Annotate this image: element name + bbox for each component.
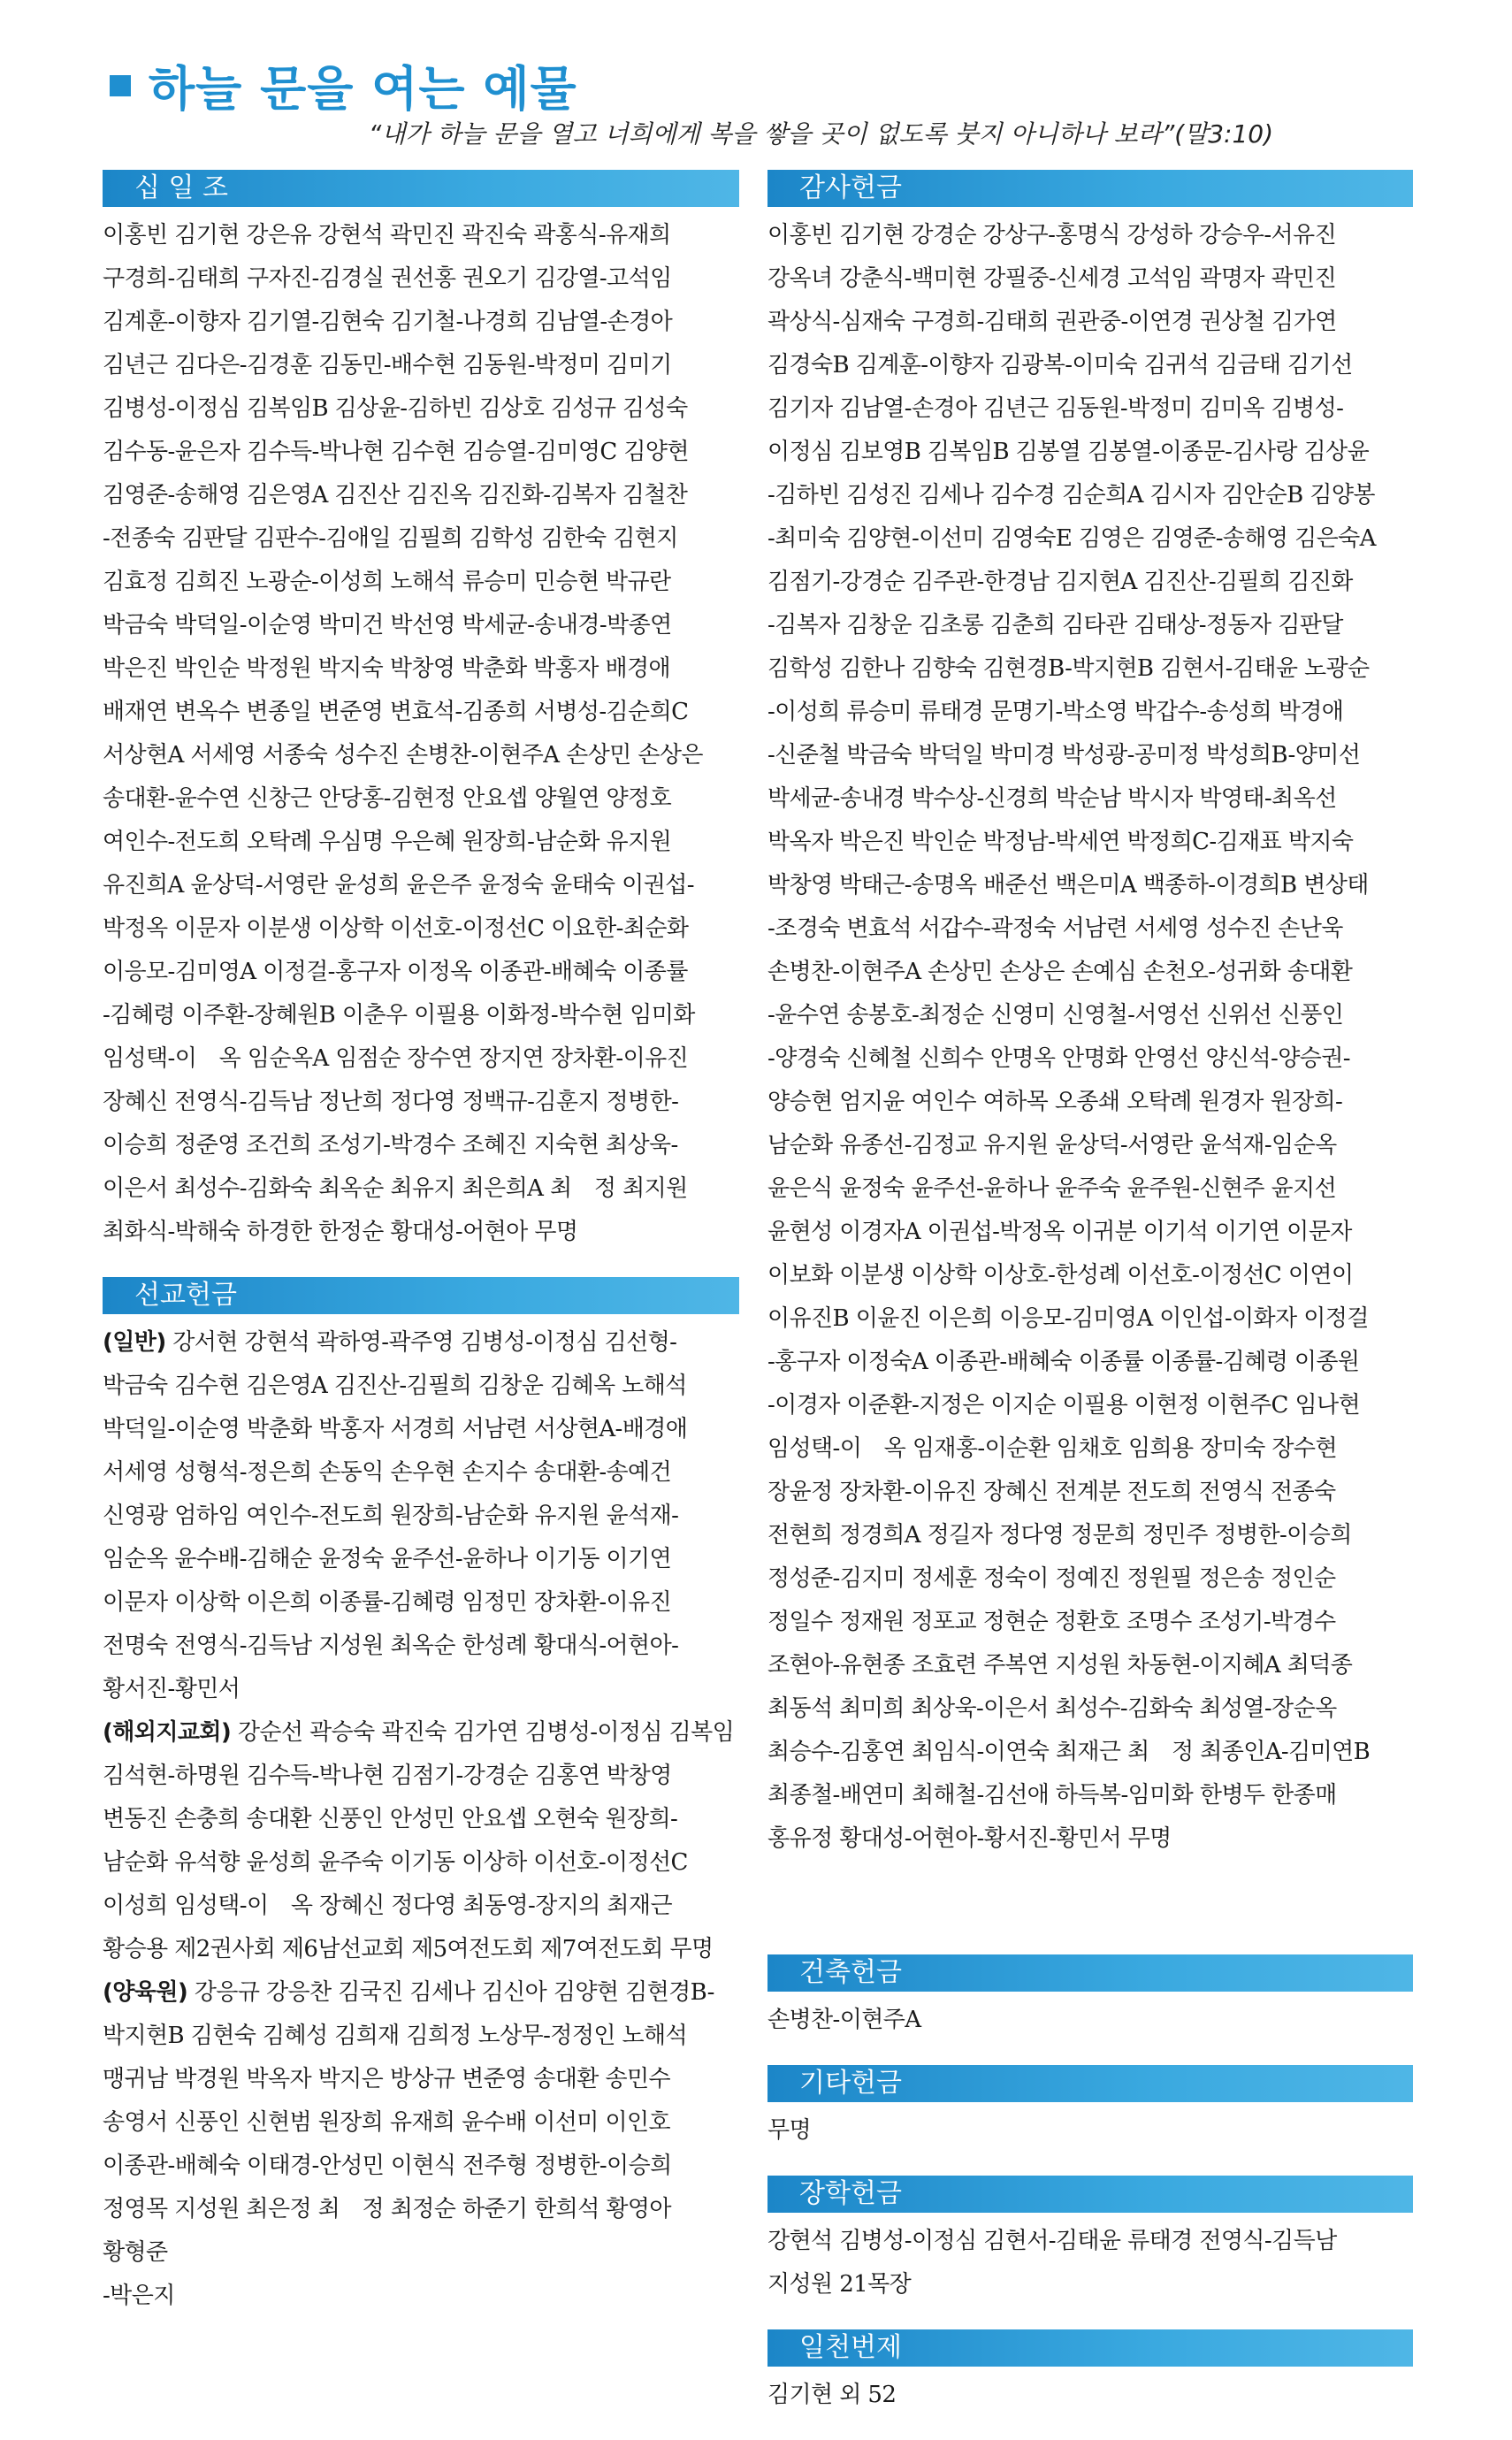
mission-nursing xyxy=(103,1971,739,2318)
scholarship-section xyxy=(767,2176,1413,2306)
thousand-section xyxy=(767,2329,1413,2417)
page-title-row xyxy=(110,51,577,119)
mission-general xyxy=(103,1321,739,1711)
mission-nursing-label: (양육원) xyxy=(103,1979,188,2006)
other-heading: 기타헌금 xyxy=(767,2065,1413,2102)
building-names: 손병찬-이현주A xyxy=(767,2007,921,2033)
scripture-verse: “내가 하늘 문을 열고 너희에게 복을 쌓을 곳이 없도록 붓지 아니하나 보라”(말3:10) xyxy=(368,119,1273,149)
mission-overseas-label: (해외지교회) xyxy=(103,1719,232,1746)
mission-overseas-names: 강순선 곽승숙 곽진숙 김가연 김병성-이정심 김복임 김석현-하명원 김수득-박나현 김점기-강경순 김홍연 박창영 변동진 손충희 송대환 신풍인 안성민 안요셉 오현숙 원장희- 남순화 유석향 윤성희 윤주숙 이기동 이상하 이선호-이정선C 이성희 임성택-이 옥 장혜신 정다영 최동영-장지의 최재근 황승용 제2권사회 제6남선교회 제5여전도회 제7여전도회 무명 xyxy=(103,1719,735,1962)
thanks-heading: 감사헌금 xyxy=(767,170,1413,207)
tithe-names: 이홍빈 김기현 강은유 강현석 곽민진 곽진숙 곽홍식-유재희 구경희-김태희 구자진-김경실 권선홍 권오기 김강열-고석임 김계훈-이향자 김기열-김현숙 김기철-나경희 김남열-손경아 김년근 김다은-김경훈 김동민-배수현 김동원-박정미 김미기 김병성-이정심 김복임B 김상윤-김하빈 김상호 김성규 김성숙 김수동-윤은자 김수득-박나현 김수현 김승열-김미영C 김양현 김영준-송해영 김은영A 김진산 김진옥 김진화-김복자 김철찬 -전종숙 김판달 김판수-김애일 김필희 김학성 김한숙 김현지 김효정 김희진 노광순-이성희 노해석 류승미 민승현 박규란 박금숙 박덕일-이순영 박미건 박선영 박세균-송내경-박종연 박은진 박인순 박정원 박지숙 박창영 박춘화 박홍자 배경애 배재연 변옥수 변종일 변준영 변효석-김종희 서병성-김순희C 서상현A 서세영 서종숙 성수진 손병찬-이현주A 손상민 손상은 송대환-윤수연 신창근 안당홍-김현정 안요셉 양월연 양정호 여인수-전도희 오탁례 우심명 우은혜 원장희-남순화 유지원 유진희A 윤상덕-서영란 윤성희 윤은주 윤정숙 윤태숙 이권섭- 박정옥 이문자 이분생 이상학 이선호-이정선C 이요한-최순화 이응모-김미영A 이정걸-홍구자 이정옥 이종관-배혜숙 이종률 -김혜령 이주환-장혜원B 이춘우 이필용 이화정-박수현 임미화 임성택-이 옥 임순옥A 임점순 장수연 장지연 장차환-이유진 장혜신 전영식-김득남 정난희 정다영 정백규-김훈지 정병한- 이승희 정준영 조건희 조성기-박경수 조혜진 지숙현 최상욱- 이은서 최성수-김화숙 최옥순 최유지 최은희A 최 정 최지원 최화식-박해숙 하경한 한정순 황대성-어현아 무명 xyxy=(103,222,703,1245)
other-names: 무명 xyxy=(767,2117,812,2144)
thousand-heading: 일천번제 xyxy=(767,2329,1413,2367)
mission-general-label: (일반) xyxy=(103,1329,166,1356)
mission-section xyxy=(103,1277,739,2318)
other-section xyxy=(767,2065,1413,2153)
page-title: 하늘 문을 여는 예물 xyxy=(149,61,577,117)
scholarship-heading: 장학헌금 xyxy=(767,2176,1413,2213)
title-square-icon xyxy=(110,75,131,96)
scholarship-names: 강현석 김병성-이정심 김현서-김태윤 류태경 전영식-김득남 지성원 21목장 xyxy=(767,2228,1337,2298)
mission-general-names: 강서현 강현석 곽하영-곽주영 김병성-이정심 김선형- 박금숙 김수현 김은영A 김진산-김필희 김창운 김혜옥 노해석 박덕일-이순영 박춘화 박홍자 서경희 서남련 서상현A-배경애 서세영 성형석-정은희 손동익 손우현 손지수 송대환-송예건 신영광 엄하임 여인수-전도희 원장희-남순화 유지원 윤석재- 임순옥 윤수배-김해순 윤정숙 윤주선-윤하나 이기동 이기연 이문자 이상학 이은희 이종률-김혜령 임정민 장차환-이유진 전명숙 전영식-김득남 지성원 최옥순 한성례 황대식-어현아- 황서진-황민서 xyxy=(103,1329,688,1702)
left-column xyxy=(103,170,739,2341)
thanks-section xyxy=(767,170,1413,1861)
thanks-names: 이홍빈 김기현 강경순 강상구-홍명식 강성하 강승우-서유진 강옥녀 강춘식-백미현 강필중-신세경 고석임 곽명자 곽민진 곽상식-심재숙 구경희-김태희 권관중-이연경 권상철 김가연 김경숙B 김계훈-이향자 김광복-이미숙 김귀석 김금태 김기선 김기자 김남열-손경아 김년근 김동원-박정미 김미옥 김병성- 이정심 김보영B 김복임B 김봉열 김봉열-이종문-김사랑 김상윤 -김하빈 김성진 김세나 김수경 김순희A 김시자 김안순B 김양봉 -최미숙 김양현-이선미 김영숙E 김영은 김영준-송해영 김은숙A 김점기-강경순 김주관-한경남 김지현A 김진산-김필희 김진화 -김복자 김창운 김초롱 김춘희 김타관 김태상-정동자 김판달 김학성 김한나 김향숙 김현경B-박지현B 김현서-김태윤 노광순 -이성희 류승미 류태경 문명기-박소영 박갑수-송성희 박경애 -신준철 박금숙 박덕일 박미경 박성광-공미정 박성희B-양미선 박세균-송내경 박수상-신경희 박순남 박시자 박영태-최옥선 박옥자 박은진 박인순 박정남-박세연 박정희C-김재표 박지숙 박창영 박태근-송명옥 배준선 백은미A 백종하-이경희B 변상태 -조경숙 변효석 서갑수-곽정숙 서남련 서세영 성수진 손난욱 손병찬-이현주A 손상민 손상은 손예심 손천오-성귀화 송대환 -윤수연 송봉호-최정순 신영미 신영철-서영선 신위선 신풍인 -양경숙 신혜철 신희수 안명옥 안명화 안영선 양신석-양승권- 양승현 엄지윤 여인수 여하목 오종쇄 오탁례 원경자 원장희- 남순화 유종선-김정교 유지원 윤상덕-서영란 윤석재-임순옥 윤은식 윤정숙 윤주선-윤하나 윤주숙 윤주원-신현주 윤지선 윤현성 이경자A 이권섭-박정옥 이귀분 이기석 이기연 이문자 이보화 이분생 이상학 이상호-한성례 이선호-이정선C 이연이 이유진B 이윤진 이은희 이응모-김미영A 이인섭-이화자 이정걸 -홍구자 이정숙A 이종관-배혜숙 이종률 이종률-김혜령 이종원 -이경자 이준환-지정은 이지순 이필용 이현정 이현주C 임나현 임성택-이 옥 임재홍-이순환 임채호 임희용 장미숙 장수현 장윤정 장차환-이유진 장혜신 전계분 전도희 전영식 전종숙 전현희 정경희A 정길자 정다영 정문희 정민주 정병한-이승희 정성준-김지미 정세훈 정숙이 정예진 정원필 정은송 정인순 정일수 정재원 정포교 정현순 정환호 조명수 조성기-박경수 조현아-유현종 조효련 주복연 지성원 차동현-이지혜A 최덕종 최동석 최미희 최상욱-이은서 최성수-김화숙 최성열-장순옥 최승수-김홍연 최임식-이연숙 최재근 최 정 최종인A-김미연B 최종철-배연미 최해철-김선애 하득복-임미화 한병두 한종매 홍유정 황대성-어현아-황서진-황민서 무명 xyxy=(767,222,1376,1852)
right-column xyxy=(767,170,1413,2440)
spacer xyxy=(767,1884,1413,1954)
tithe-heading: 십 일 조 xyxy=(103,170,739,207)
tithe-section xyxy=(103,170,739,1254)
mission-overseas xyxy=(103,1711,739,1971)
building-heading: 건축헌금 xyxy=(767,1954,1413,1992)
thousand-names: 김기현 외 52 xyxy=(767,2382,897,2408)
mission-nursing-names: 강응규 강응찬 김국진 김세나 김신아 김양현 김현경B- 박지현B 김현숙 김혜성 김희재 김희정 노상무-정정인 노해석 맹귀남 박경원 박옥자 박지은 방상규 변준영 송대환 송민수 송영서 신풍인 신현범 원장희 유재희 윤수배 이선미 이인호 이종관-배혜숙 이태경-안성민 이현식 전주형 정병한-이승희 정영목 지성원 최은정 최 정 최정순 하준기 한희석 황영아 황형준 -박은지 xyxy=(103,1979,714,2309)
mission-heading: 선교헌금 xyxy=(103,1277,739,1314)
building-section xyxy=(767,1954,1413,2042)
